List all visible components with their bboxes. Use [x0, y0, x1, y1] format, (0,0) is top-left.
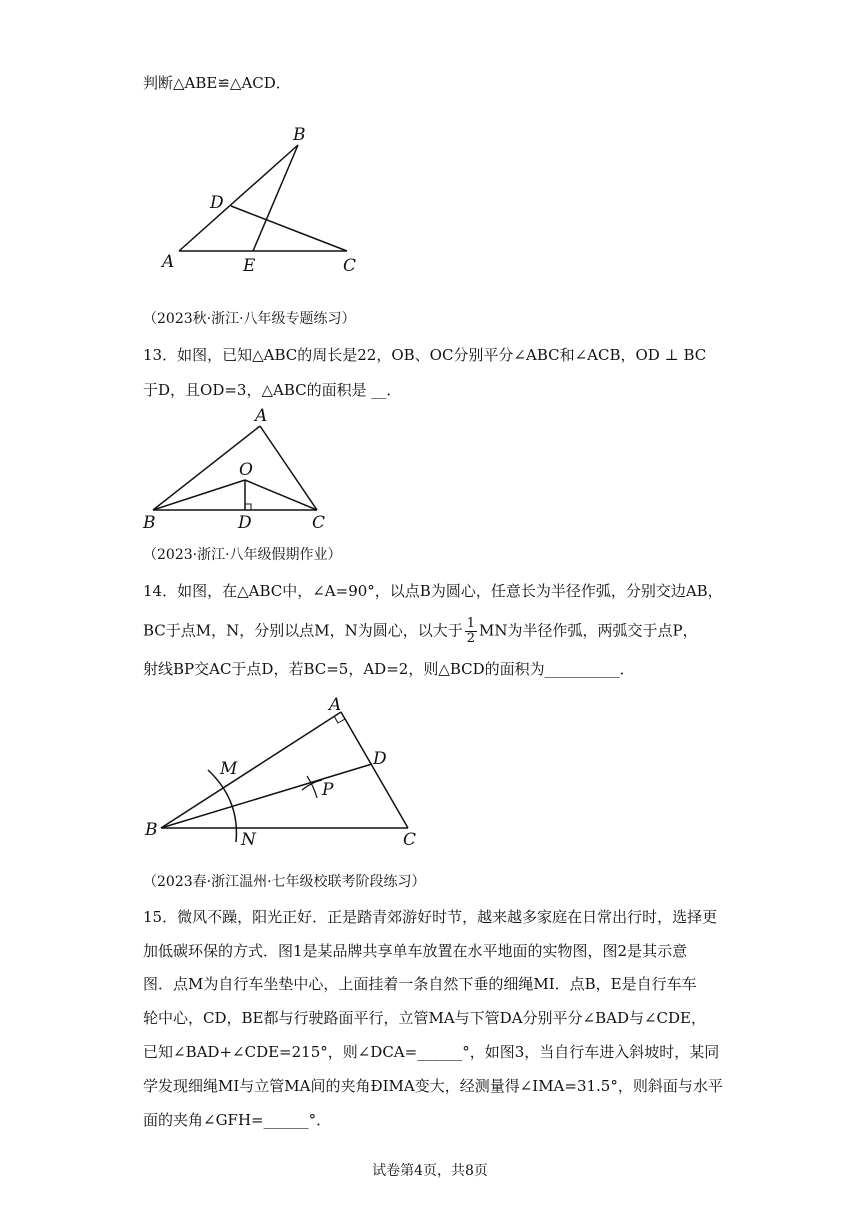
q13-text-line1: 13．如图，已知△ABC的周长是22，OB、OC分别平分∠ABC和∠ACB，OD ⊥ BC — [143, 346, 707, 364]
q14-text-line2 — [143, 617, 698, 646]
segment-BE — [253, 145, 298, 251]
q14-source: （2023·浙江·八年级假期作业） — [143, 547, 342, 563]
fraction-one-half: $\frac{1}{2}$ — [466, 616, 476, 646]
q15-text-line1: 15．微风不躁，阳光正好．正是踏青郊游好时节，越来越多家庭在日常出行时，选择更 — [143, 908, 718, 926]
q15-text-line2: 加低碳环保的方式．图1是某品牌共享单车放置在水平地面的实物图，图2是其示意 — [143, 942, 688, 960]
label-P: P — [322, 780, 334, 800]
q14-text-line1: 14．如图，在△ABC中，∠A=90°，以点B为圆心，任意长为半径作弧，分别交边AB， — [143, 582, 723, 600]
q14-text-line3: 射线BP交AC于点D，若BC=5，AD=2，则△BCD的面积为__________． — [143, 660, 635, 678]
arc-P-1 — [307, 776, 317, 798]
segment-BA — [161, 712, 341, 828]
q14-line2-part2: MN为半径作弧，两弧交于点P， — [479, 621, 698, 640]
label-B: B — [145, 820, 158, 840]
label-B: B — [293, 125, 306, 145]
q14-line2-part1: BC于点M，N，分别以点M，N为圆心，以大于 — [143, 621, 463, 640]
segment-DC — [231, 206, 347, 251]
label-A: A — [255, 406, 268, 426]
q15-text-line7: 面的夹角∠GFH=______°． — [143, 1111, 332, 1129]
q15-text-line3: 图．点M为自行车坐垫中心，上面挂着一条自然下垂的细绳MI．点B，E是自行车车 — [143, 975, 697, 993]
q15-text-line5: 已知∠BAD+∠CDE=215°，则∠DCA=______°，如图3，当自行车进入斜坡时，某同 — [143, 1043, 720, 1061]
q13-source: （2023秋·浙江·八年级专题练习） — [143, 311, 356, 327]
arc-MN — [208, 770, 236, 842]
ray-BD — [161, 764, 372, 828]
label-N: N — [241, 830, 256, 850]
label-D: D — [373, 749, 387, 769]
segment-AB — [179, 145, 298, 251]
q13-text-line2: 于D，且OD=3，△ABC的面积是 __． — [143, 381, 402, 399]
label-D: D — [238, 513, 252, 533]
right-angle-mark — [245, 504, 251, 510]
q12-conclusion: 判断△ABE≌△ACD． — [143, 74, 291, 92]
figure-q13 — [140, 405, 340, 535]
label-C: C — [403, 830, 417, 850]
label-O: O — [239, 460, 253, 480]
label-A: A — [162, 252, 175, 272]
page-footer: 试卷第4页，共8页 — [372, 1163, 488, 1179]
figure-q14 — [140, 690, 430, 850]
segment-BO — [153, 480, 245, 510]
label-C: C — [343, 256, 357, 276]
label-B: B — [143, 513, 156, 533]
label-A: A — [329, 695, 342, 715]
label-C: C — [312, 513, 326, 533]
figure-q12 — [155, 120, 370, 280]
label-E: E — [243, 256, 256, 276]
label-M: M — [220, 759, 238, 779]
q15-source: （2023春·浙江温州·七年级校联考阶段练习） — [143, 874, 426, 890]
q15-text-line4: 轮中心，CD，BE都与行驶路面平行，立管MA与下管DA分别平分∠BAD与∠CDE， — [143, 1009, 707, 1027]
q15-text-line6: 学发现细绳MI与立管MA间的夹角ÐIMA变大，经测量得∠IMA=31.5°，则斜面与水平 — [143, 1077, 723, 1095]
label-D: D — [210, 193, 224, 213]
